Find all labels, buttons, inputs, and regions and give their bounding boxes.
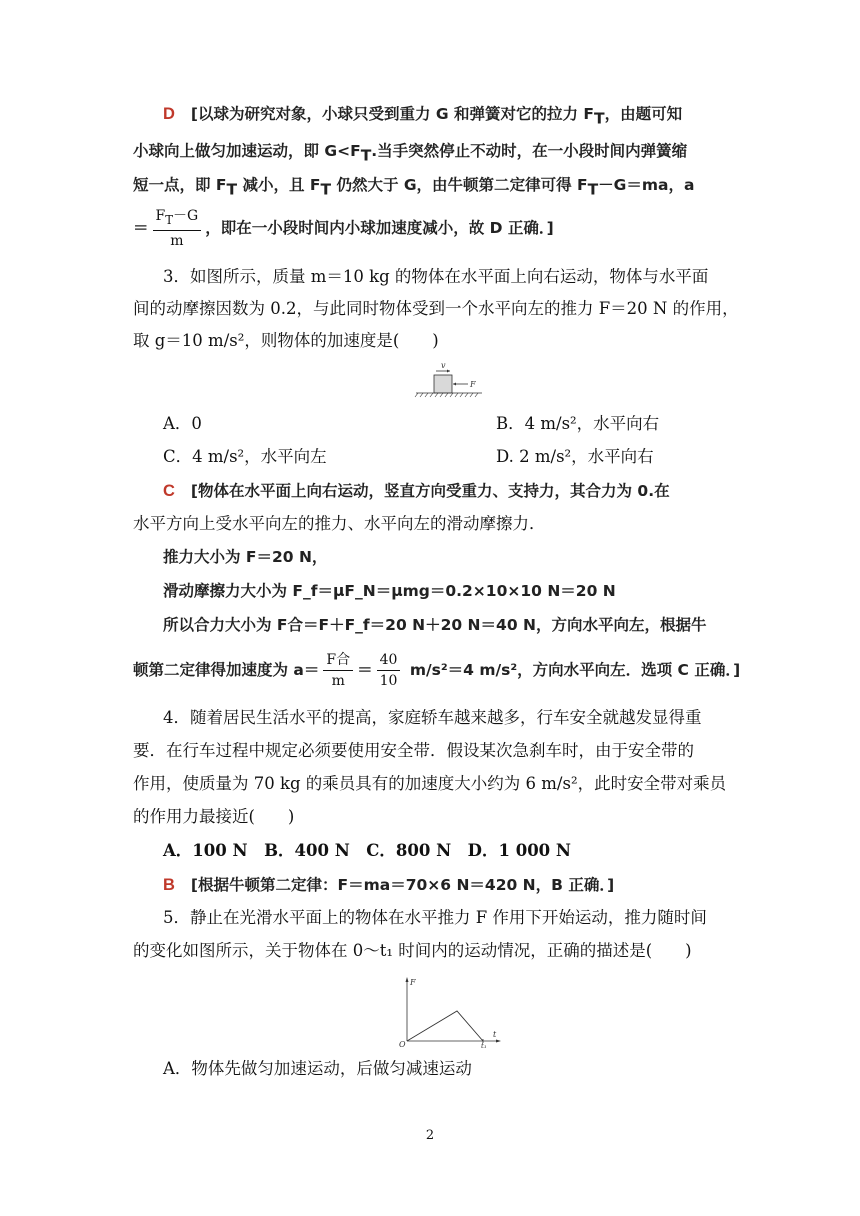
q2-answer-line4: ＝ $\frac{F_T-G}{m}$ ，即在一小段时间内小球加速度减小，故 D 正确．] — [133, 208, 554, 249]
q3-option-d: D. 2 m/s²，水平向右 — [496, 447, 654, 466]
q5-line1: 5．静止在光滑水平面上的物体在水平推力 F 作用下开始运动，推力随时间 — [163, 908, 707, 927]
fraction: $\frac{\text{F合}}{m}$ — [323, 650, 353, 691]
q4-line2: 要．在行车过程中规定必须要使用安全带．假设某次急刹车时，由于安全带的 — [133, 741, 694, 760]
q4-line1: 4．随着居民生活水平的提高，家庭轿车越来越多，行车安全就越发显得重 — [163, 708, 702, 727]
fraction: $\frac{F_T-G}{m}$ — [153, 206, 202, 251]
svg-text:t₁: t₁ — [481, 1042, 487, 1050]
q3-line3: 取 g＝10 m/s²，则物体的加速度是( ) — [133, 331, 439, 350]
q2-answer-line1: D [以球为研究对象，小球只受到重力 G 和弹簧对它的拉力 $F_T$，由题可知 — [163, 105, 683, 128]
q2-answer-line2: 小球向上做匀加速运动，即 $G<F_T$.当手突然停止不动时，在一小段时间内弹簧缩 — [133, 142, 688, 165]
svg-text:F: F — [410, 978, 416, 987]
q5-option-a: A．物体先做匀加速运动，后做匀减速运动 — [163, 1059, 472, 1078]
q3-answer-line6: 顿第二定律得加速度为 a＝ $\frac{\text{F合}}{m}$ ＝ $\frac{40}{10}$ m/s²＝4 m/s²，方向水平向左．选项 C 正确．] — [133, 652, 741, 689]
q4-line3: 作用，使质量为 70 kg 的乘员具有的加速度大小约为 6 m/s²，此时安全带对乘员 — [133, 774, 727, 793]
q3-option-a: A．0 — [163, 414, 202, 433]
page-number: 2 — [425, 1128, 435, 1143]
q3-answer-line1: C [物体在水平面上向右运动，竖直方向受重力、支持力，其合力为 0.在 — [163, 482, 670, 500]
svg-text:F: F — [470, 380, 476, 389]
q4-answer: B [根据牛顿第二定律：F＝ma＝70×6 N＝420 N，B 正确．] — [163, 876, 615, 894]
answer-letter: B — [163, 876, 175, 894]
q3-option-c: C．4 m/s²，水平向左 — [163, 447, 327, 466]
answer-letter: D — [163, 105, 175, 123]
svg-text:O: O — [399, 1040, 406, 1049]
block-force-figure — [410, 360, 490, 408]
q5-line2: 的变化如图所示，关于物体在 0～t₁ 时间内的运动情况，正确的描述是( ) — [133, 941, 692, 960]
q2-answer-line3: 短一点，即 $F_T$ 减小，且 $F_T$ 仍然大于 G，由牛顿第二定律可得 $F_T-G=ma$，a — [133, 176, 695, 199]
svg-text:v: v — [441, 361, 446, 370]
answer-letter: C — [163, 482, 175, 500]
q4-options: A．100 N B．400 N C．800 N D．1 000 N — [163, 841, 571, 860]
q3-answer-line3: 推力大小为 F＝20 N， — [163, 548, 328, 566]
q3-line2: 间的动摩擦因数为 0.2，与此同时物体受到一个水平向左的推力 F＝20 N 的作用， — [133, 299, 739, 318]
svg-text:t: t — [493, 1030, 497, 1039]
q3-answer-line5: 所以合力大小为 F合＝F＋F_f＝20 N＋20 N＝40 N，方向水平向左，根据牛 — [163, 616, 707, 634]
q3-option-b: B．4 m/s²，水平向右 — [496, 414, 660, 433]
force-time-graph — [395, 975, 505, 1050]
q3-line1: 3．如图所示，质量 m＝10 kg 的物体在水平面上向右运动，物体与水平面 — [163, 267, 709, 286]
fraction: $\frac{40}{10}$ — [377, 650, 401, 691]
q3-answer-line2: 水平方向上受水平向左的推力、水平向左的滑动摩擦力． — [133, 514, 546, 533]
q3-answer-line4: 滑动摩擦力大小为 F_f＝μF_N＝μmg＝0.2×10×10 N＝20 N — [163, 582, 616, 600]
q4-line4: 的作用力最接近( ) — [133, 807, 295, 826]
